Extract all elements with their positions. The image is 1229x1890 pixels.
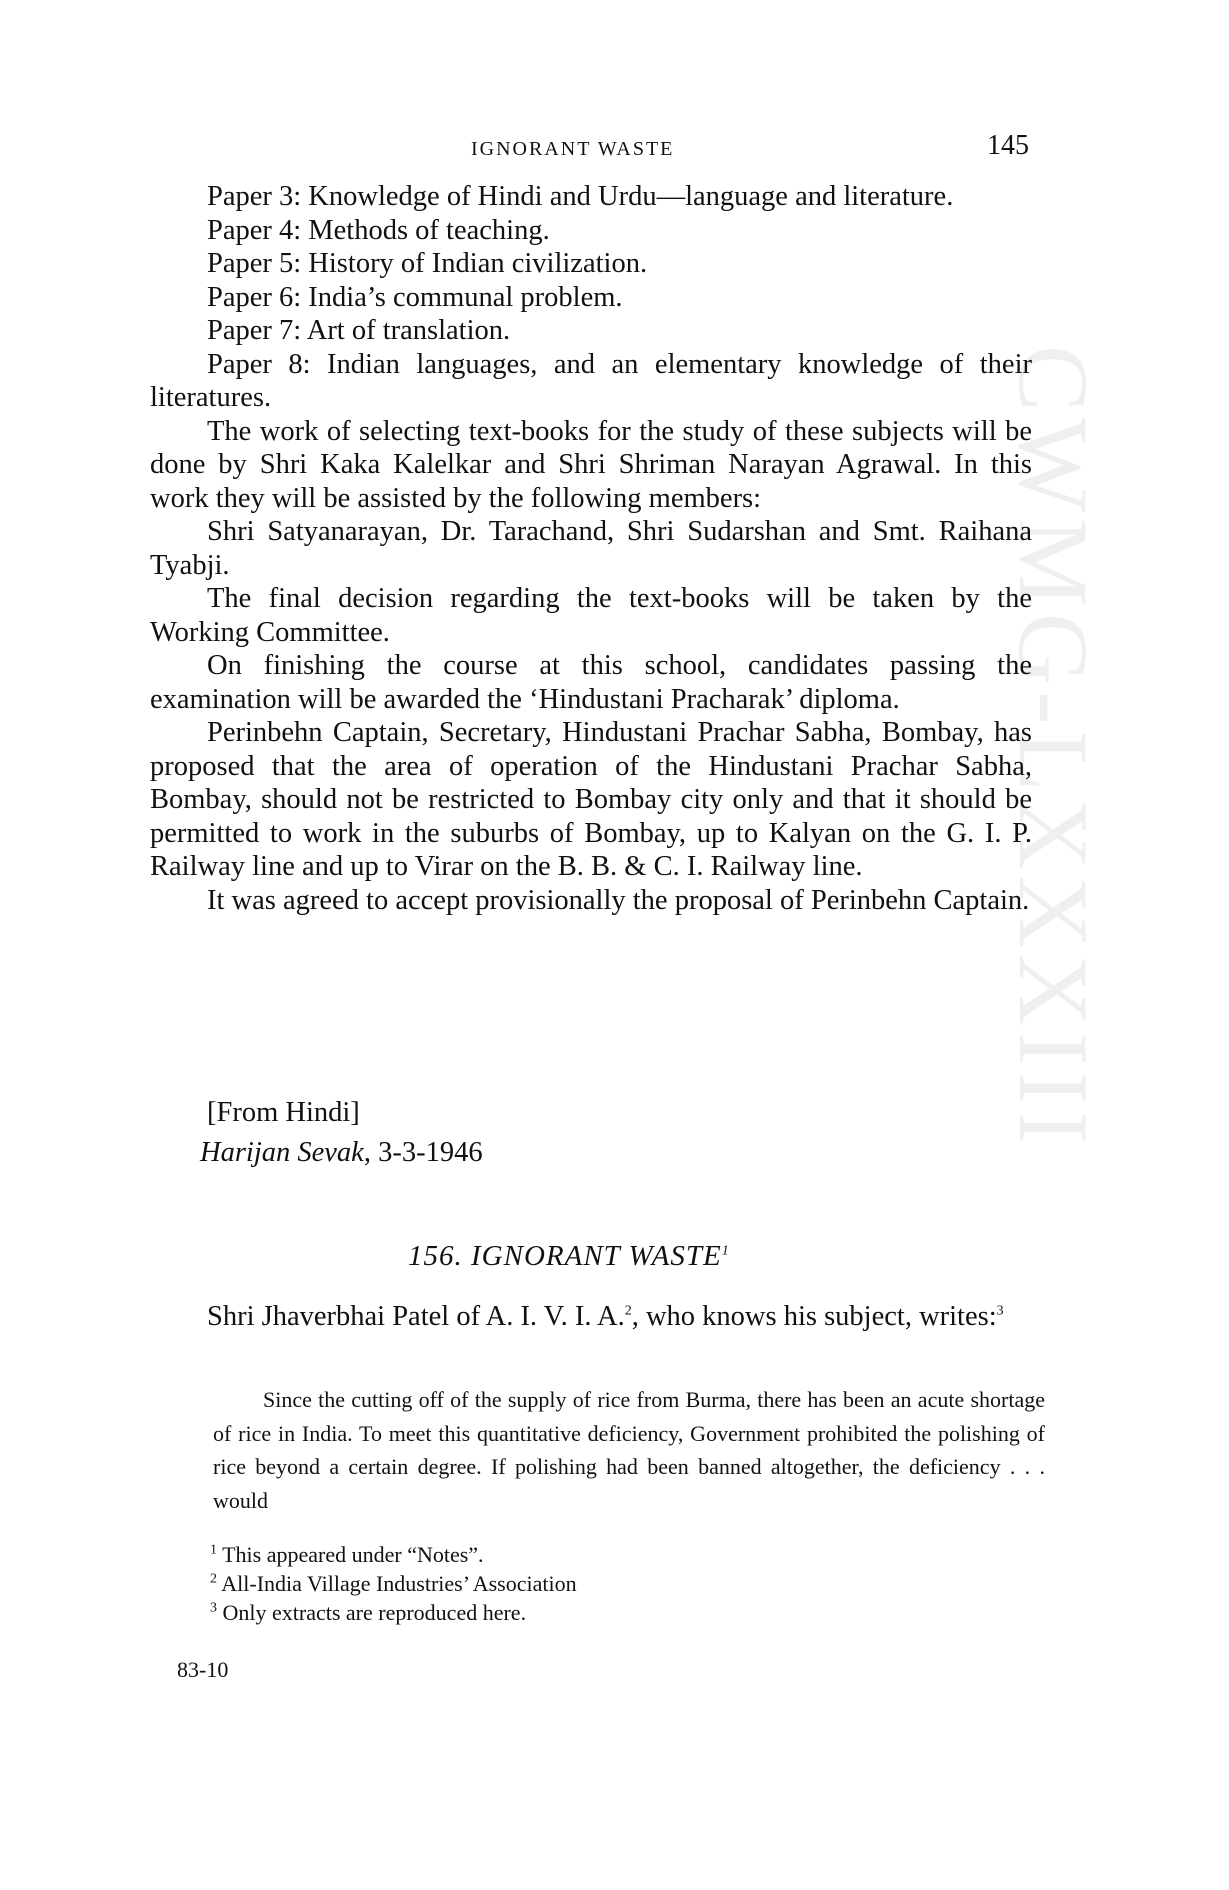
running-title: IGNORANT WASTE xyxy=(471,138,675,160)
footnote-mark: 2 xyxy=(210,1571,217,1587)
item-paper-8: Paper 8: Indian languages, and an elementary knowledge of their literatures. xyxy=(150,348,1032,413)
section-intro xyxy=(150,1300,1032,1334)
item-paper-5: Paper 5: History of Indian civilization. xyxy=(207,248,648,279)
intro-text-b: , who knows his subject, writes: xyxy=(631,1301,997,1332)
item-paper-3: Paper 3: Knowledge of Hindi and Urdu—language and literature. xyxy=(207,181,954,212)
source-citation xyxy=(200,1137,483,1169)
intro-text-a: Shri Jhaverbhai Patel of A. I. V. I. A. xyxy=(207,1301,625,1332)
footnote-mark: 1 xyxy=(210,1542,217,1558)
section-heading: 156. IGNORANT WASTE xyxy=(408,1240,722,1272)
item-paper-4: Paper 4: Methods of teaching. xyxy=(207,214,550,246)
publication-title: Harijan Sevak xyxy=(200,1137,364,1168)
footnote-ref-3: 3 xyxy=(996,1303,1004,1319)
footnote-text: Only extracts are reproduced here. xyxy=(222,1600,527,1625)
footnote-2 xyxy=(210,1569,577,1598)
page-code: 83-10 xyxy=(177,1657,229,1682)
block-quote: Since the cutting off of the supply of rice from Burma, there has been an acute shortage of rice in India. To meet this quantitative deficiency, Government prohibited the polishing of rice beyond a certain degree. If polishing had been banned altogether, the deficiency . . . would xyxy=(213,1387,1045,1513)
footnotes xyxy=(210,1540,577,1627)
intro-paragraph xyxy=(150,1300,1032,1334)
page-number: 145 xyxy=(987,130,1029,161)
paragraph-decision: The final decision regarding the text-books will be taken by the Working Committee. xyxy=(150,583,1032,648)
footnote-ref-2: 2 xyxy=(624,1303,632,1319)
publication-date: , 3-3-1946 xyxy=(363,1137,483,1168)
watermark: CWMG-LXXXIII xyxy=(998,345,1109,1151)
item-paper-6: Paper 6: India’s communal problem. xyxy=(207,281,623,313)
paragraph-members: Shri Satyanarayan, Dr. Tarachand, Shri Sudarshan and Smt. Raihana Tyabji. xyxy=(150,516,1032,581)
footnote-mark: 3 xyxy=(210,1600,217,1616)
footnote-text: All-India Village Industries’ Association xyxy=(221,1571,577,1596)
footnote-text: This appeared under “Notes”. xyxy=(222,1542,484,1567)
item-paper-7: Paper 7: Art of translation. xyxy=(207,315,511,346)
footnote-ref-1: 1 xyxy=(721,1243,730,1259)
paragraph-textbooks: The work of selecting text-books for the study of these subjects will be done by Shri Kaka Kalelkar and Shri Shriman Narayan Agrawal. In this work they will be assisted by the following members: xyxy=(150,415,1032,514)
paragraph-diploma: On finishing the course at this school, candidates passing the examination will be awarded the ‘Hindustani Pracharak’ diploma. xyxy=(150,650,1032,715)
source-from: [From Hindi] xyxy=(207,1097,360,1128)
paragraph-agreement: It was agreed to accept provisionally the proposal of Perinbehn Captain. xyxy=(207,884,1030,916)
footnote-3 xyxy=(210,1598,577,1627)
body-text xyxy=(150,180,1032,917)
footnote-1 xyxy=(210,1540,577,1569)
paragraph-proposal: Perinbehn Captain, Secretary, Hindustani Prachar Sabha, Bombay, has proposed that the area of operation of the Hindustani Prachar Sabha, Bombay, should not be restricted to Bombay city only and that it should be permitted to work in the suburbs of Bombay, up to Kalyan on the G. I. P. Railway line and up to Virar on the B. B. & C. I. Railway line. xyxy=(150,717,1032,882)
section-title xyxy=(408,1240,730,1273)
